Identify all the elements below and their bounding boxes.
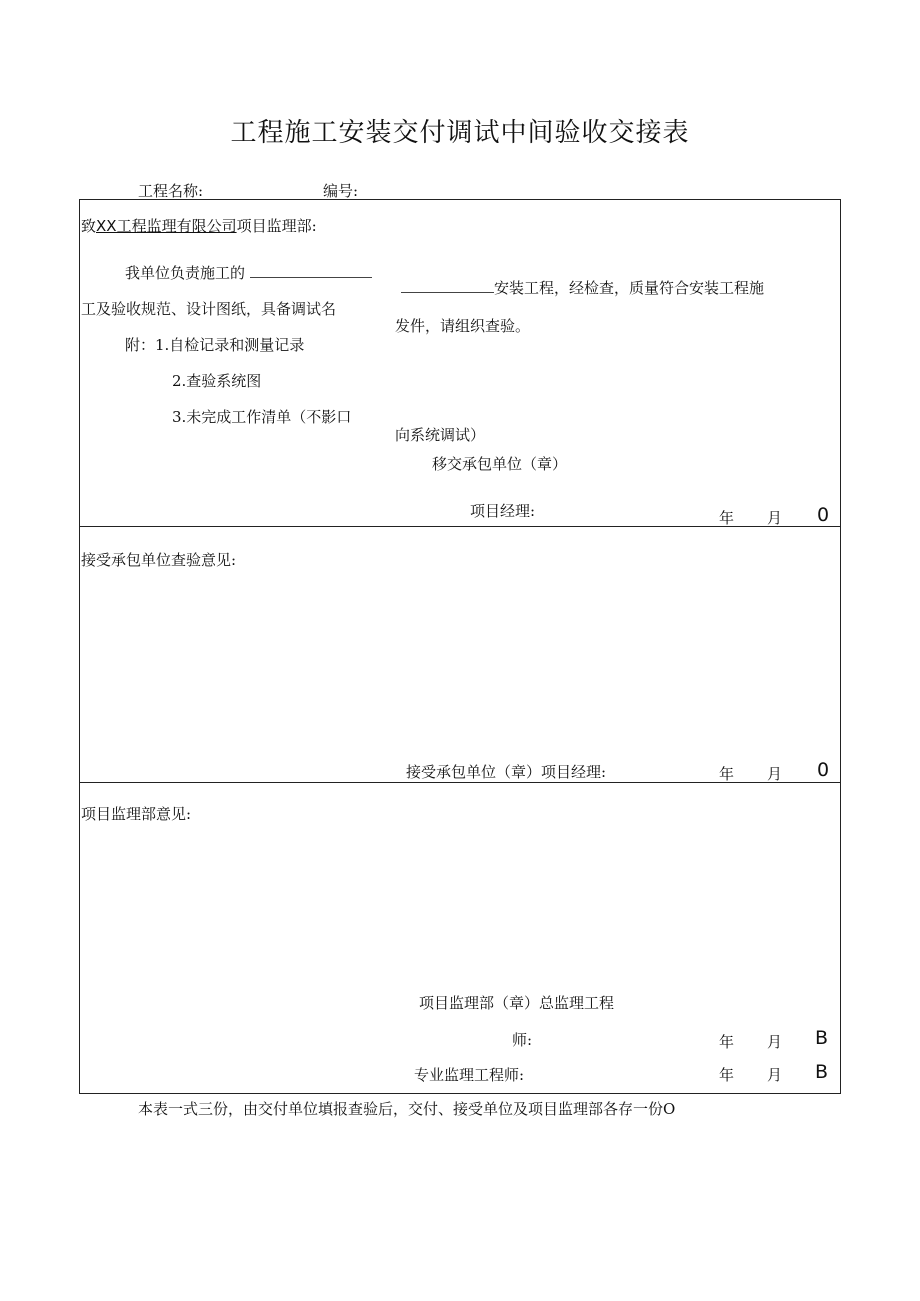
footer-note: 本表一式三份，由交付单位填报查验后，交付、接受单位及项目监理部各存一份O (138, 1100, 676, 1118)
page-title: 工程施工安装交付调试中间验收交接表 (230, 118, 690, 148)
acceptance-sign-label: 接受承包单位（章）项目经理: (406, 763, 607, 781)
date-month: 月 (767, 1033, 783, 1051)
supervision-opinion-label: 项目监理部意见: (81, 805, 192, 823)
addressee-prefix: 致 (81, 217, 97, 235)
project-manager-label: 项目经理: (470, 502, 536, 520)
addressee-suffix: 项目监理部: (236, 217, 317, 235)
professional-engineer-label: 专业监理工程师: (414, 1066, 525, 1084)
attachment-3-continued: 向系统调试） (395, 426, 486, 444)
date-day: B (815, 1027, 829, 1049)
date-year: 年 (719, 509, 735, 527)
statement-line-2-left: 工及验收规范、设计图纸，具备调试名 (81, 300, 337, 318)
number-label: 编号: (323, 182, 359, 200)
statement-line-2-right: 发件，请组织查验。 (395, 317, 531, 335)
acceptance-opinion-label: 接受承包单位查验意见: (81, 551, 237, 569)
date-month: 月 (767, 509, 783, 527)
attachment-2: 2.查验系统图 (172, 372, 262, 390)
date-day: 0 (817, 759, 830, 781)
transfer-unit-seal: 移交承包单位（章） (432, 455, 568, 473)
date-month: 月 (767, 765, 783, 783)
addressee-line (81, 215, 317, 236)
project-name-blank[interactable] (250, 263, 372, 278)
date-year: 年 (719, 1033, 735, 1051)
date-day: B (815, 1061, 829, 1083)
statement-line-1-left: 我单位负责施工的 (125, 262, 372, 283)
chief-engineer-label: 项目监理部（章）总监理工程 (419, 994, 615, 1012)
attachment-1: 附：1.自检记录和测量记录 (125, 336, 305, 354)
statement-line-1-right: 安装工程，经检查，质量符合安装工程施 (401, 277, 764, 298)
date-day: 0 (817, 504, 830, 526)
date-month: 月 (767, 1066, 783, 1084)
date-year: 年 (719, 765, 735, 783)
chief-engineer-label-continued: 师: (512, 1031, 533, 1049)
attachment-3: 3.未完成工作清单（不影口 (172, 408, 352, 426)
installation-name-blank[interactable] (401, 278, 494, 293)
project-name-label: 工程名称: (138, 182, 204, 200)
date-year: 年 (719, 1066, 735, 1084)
company-name: XX工程监理有限公司 (96, 217, 237, 235)
